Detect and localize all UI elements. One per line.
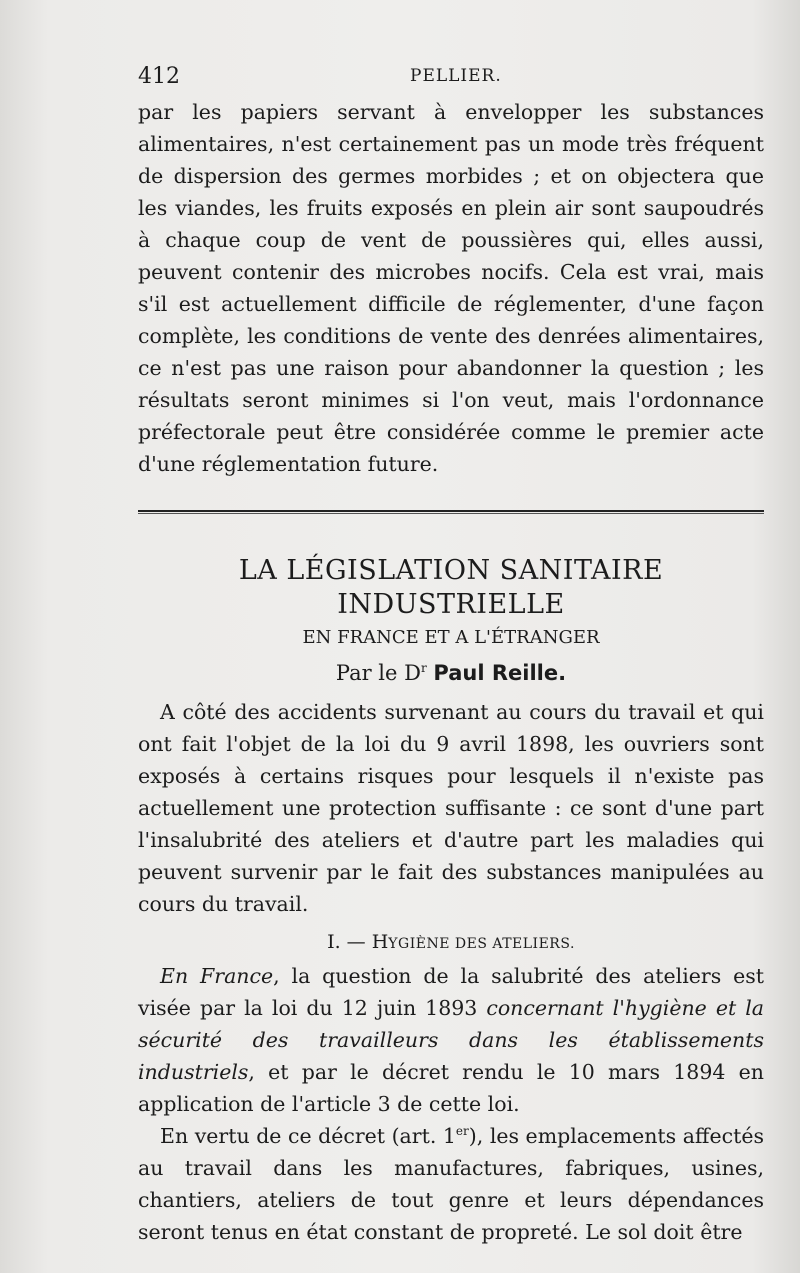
article-author [138,656,764,690]
article-subtitle: EN FRANCE ET A L'ÉTRANGER [302,627,600,648]
lead-italic: En France [160,964,274,988]
paragraph-3-text-a: En vertu de ce décret (art. 1 [160,1124,456,1148]
article-title: LA LÉGISLATION SANITAIRE INDUSTRIELLE [238,555,664,620]
paragraph-2-text-b: , et par le décret rendu le 10 mars 1894 en application de l'article 3 de cette loi. [138,1060,764,1116]
paragraph-3-text-b: ), les emplacements affectés au travail dans les manufactures, fabriques, usines, chantiers, ateliers de tout genre et leurs dépendances seront tenus en état constant de propreté. Le sol doit être [138,1124,764,1244]
author-name: Paul Reille. [433,661,567,685]
paragraph-france [138,960,764,1120]
running-head: PELLIER. [410,66,502,86]
page-body [138,96,764,1248]
section-heading [138,926,764,960]
intro-paragraph: A côté des accidents survenant au cours du travail et qui ont fait l'objet de la loi du 9 avril 1898, les ouvriers sont exposés à certains risques pour lesquels il n'existe pas actuellement une protection suffisante : ce sont d'une part l'insalubrité des ateliers et d'autre part les maladies qui peuvent survenir par le fait des substances manipulées au cours du travail. [138,700,764,916]
paragraph-decree [138,1120,764,1248]
section-first-letter: H [371,931,389,953]
page-header [138,64,762,100]
paragraph-2-text-a: , la question de la salubrité des ateliers est visée par la loi du 12 juin 1893 [138,964,765,1020]
previous-article-paragraph: par les papiers servant à envelopper les substances alimentaires, n'est certainement pas un mode très fréquent de dispersion des germes morbides ; et on objectera que les viandes, les fruits exposés en plein air sont saupoudrés à chaque coup de vent de poussières qui, elles aussi, peuvent contenir des microbes nocifs. Cela est vrai, mais s'il est actuellement difficile de réglementer, d'une façon complète, les conditions de vente des denrées alimentaires, ce n'est pas une raison pour abandonner la question ; les résultats seront minimes si l'on veut, mais l'ordonnance préfectorale peut être considérée comme le premier acte d'une réglementation future. [138,100,764,476]
section-number: I. — [327,931,372,953]
law-title-italic: concernant l'hygiène et la sécurité des travailleurs dans les établissements industriels [138,996,764,1084]
page-number: 412 [138,64,180,89]
author-prefix-sup: r [420,661,427,675]
section-divider [138,510,764,514]
paragraph-3-sup: er [455,1124,469,1139]
author-prefix: Par le D [335,661,421,685]
section-title-rest: YGIÈNE DES ATELIERS. [388,936,575,952]
